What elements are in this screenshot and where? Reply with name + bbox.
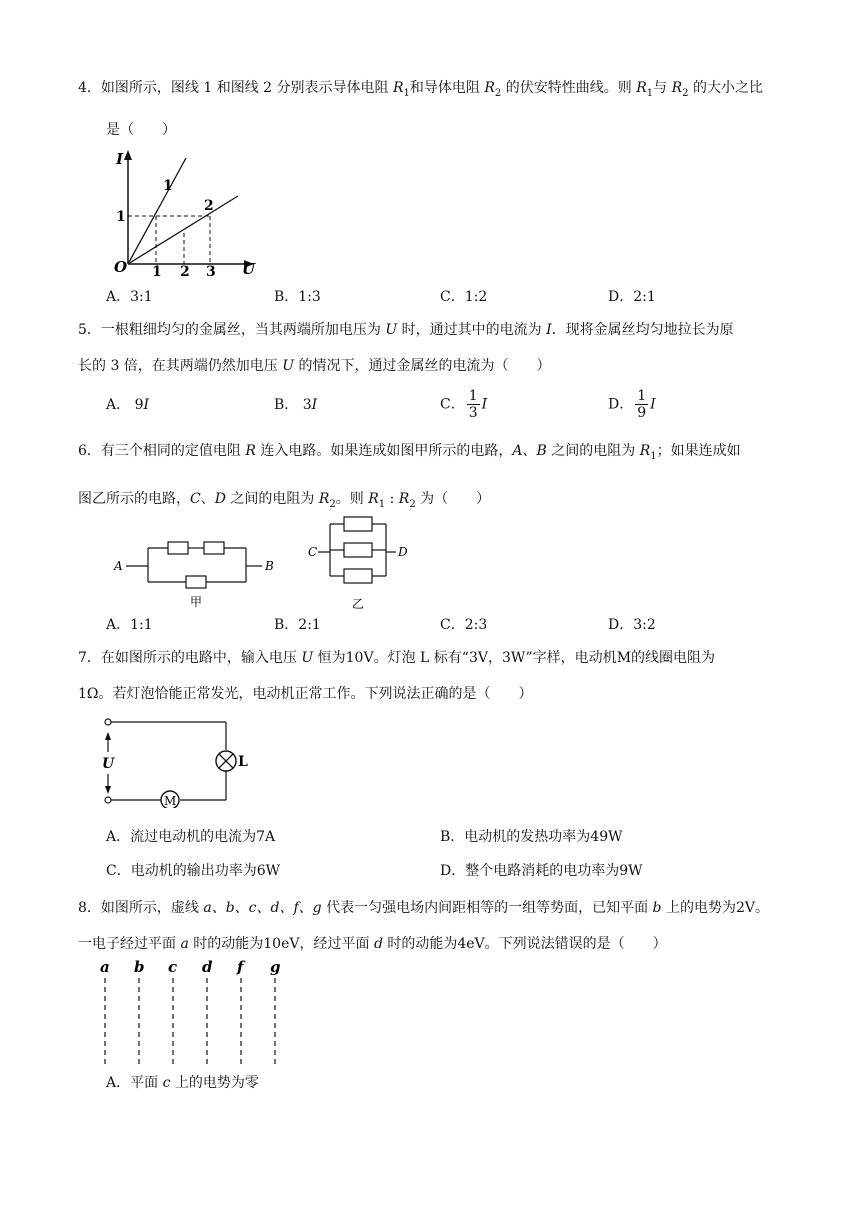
q8-options — [106, 1068, 796, 1098]
q8-option-a[interactable]: A．平面 c 上的电势为零 — [106, 1075, 259, 1091]
q7-options-row2 — [106, 856, 796, 886]
q7-option-d[interactable]: D．整个电路消耗的电功率为9W — [440, 863, 643, 879]
fraction: $\frac{1}{3}$ — [468, 388, 478, 421]
q6-stem-line1: 6．有三个相同的定值电阻 R 连入电路。如果连成如图甲所示的电路，A、B 之间的电阻为 $R_1$；如果连成如 — [78, 443, 741, 462]
q4-option-b[interactable]: B．1:3 — [274, 289, 321, 305]
q5-option-c[interactable]: C． $\frac{1}{3}$ I — [440, 388, 488, 421]
q7-option-a[interactable]: A．流过电动机的电流为7A — [106, 829, 276, 845]
graph-ylabel: I — [116, 150, 124, 168]
graph-origin: O — [114, 258, 128, 276]
graph-xlabel: U — [242, 260, 256, 278]
svg-text:f: f — [237, 958, 244, 976]
q5-stem-line1: 5．一根粗细均匀的金属丝，当其两端所加电压为 U 时，通过其中的电流为 I．现将金属丝均匀地拉长为原 — [78, 322, 734, 338]
svg-text:D: D — [398, 545, 408, 559]
q4-iu-graph — [108, 148, 258, 278]
q5-option-d[interactable]: D． $\frac{1}{9}$ I — [608, 388, 656, 421]
q6-stem-line2: 图乙所示的电路，C、D 之间的电阻为 $R_2$。则 $R_1$ : $R_2$ 为（ ） — [78, 490, 491, 510]
graph-line-1 — [128, 158, 186, 264]
svg-text:B: B — [265, 559, 274, 573]
svg-text:b: b — [134, 958, 145, 976]
graph-xtick-1: 1 — [152, 264, 162, 278]
q6-option-b[interactable]: B．2:1 — [274, 617, 321, 633]
q4-option-d[interactable]: D．2:1 — [608, 289, 656, 305]
q7-option-c[interactable]: C．电动机的输出功率为6W — [106, 863, 281, 879]
q6-option-d[interactable]: D．3:2 — [608, 617, 656, 633]
graph-line-1-label: 1 — [163, 178, 173, 194]
q7-options-row1 — [106, 822, 796, 852]
svg-text:d: d — [202, 958, 213, 976]
svg-text:L: L — [238, 754, 248, 770]
q4-option-a[interactable]: A．3:1 — [106, 289, 153, 305]
svg-text:C: C — [308, 545, 318, 559]
fraction: $\frac{1}{9}$ — [637, 388, 647, 421]
q6-option-a[interactable]: A．1:1 — [106, 617, 153, 633]
graph-line-2-label: 2 — [204, 198, 214, 214]
q6-option-c[interactable]: C．2:3 — [440, 617, 488, 633]
svg-text:M: M — [164, 794, 177, 808]
q8-stem-line2: 一电子经过平面 a 时的动能为10eV，经过平面 d 时的动能为4eV。下列说法错误的是（ ） — [78, 936, 667, 952]
q6-circuit-jia — [110, 530, 285, 610]
graph-ytick: 1 — [116, 209, 126, 225]
q4-options — [106, 282, 796, 312]
graph-xtick-2: 2 — [180, 264, 190, 278]
svg-text:g: g — [270, 958, 281, 976]
graph-line-2 — [128, 196, 238, 264]
q4-stem-line2: 是（ ） — [106, 121, 176, 138]
svg-text:甲: 甲 — [190, 595, 203, 609]
q4-stem-line1: 4．如图所示，图线 1 和图线 2 分别表示导体电阻 $R_1$和导体电阻 $R_2$ 的伏安特性曲线。则 $R_1$与 $R_2$ 的大小之比 — [78, 80, 763, 99]
q8-equipotential-figure — [96, 956, 296, 1068]
q7-option-b[interactable]: B．电动机的发热功率为49W — [440, 829, 623, 845]
q7-stem-line1: 7．在如图所示的电路中，输入电压 U 恒为10V。灯泡 L 标有“3V，3W”字样，电动机M的线圈电阻为 — [78, 650, 716, 666]
graph-xtick-3: 3 — [206, 264, 216, 278]
svg-text:c: c — [168, 958, 178, 976]
q6-circuit-yi — [306, 510, 416, 618]
question-4 — [78, 70, 790, 148]
q6-options — [106, 610, 796, 640]
q7-circuit — [96, 716, 256, 808]
svg-text:a: a — [100, 958, 110, 976]
question-5 — [78, 312, 790, 384]
q7-stem-line2: 1Ω。若灯泡恰能正常发光，电动机正常工作。下列说法正确的是（ ） — [78, 686, 533, 702]
q5-options — [106, 388, 796, 422]
svg-text:A: A — [114, 559, 123, 573]
q5-stem-line2: 长的 3 倍，在其两端仍然加电压 U 的情况下，通过金属丝的电流为（ ） — [78, 358, 551, 374]
q5-option-a[interactable]: A． 9I — [106, 397, 150, 413]
q5-option-b[interactable]: B． 3I — [274, 397, 318, 413]
question-8 — [78, 890, 790, 962]
svg-text:乙: 乙 — [352, 597, 365, 611]
q4-option-c[interactable]: C．1:2 — [440, 289, 488, 305]
question-6 — [78, 430, 790, 526]
question-7 — [78, 640, 790, 712]
svg-text:U: U — [102, 756, 115, 772]
q8-stem-line1: 8．如图所示，虚线 a、b、c、d、f、g 代表一匀强电场内间距相等的一组等势面，已知平面 b 上的电势为2V。 — [78, 900, 769, 916]
